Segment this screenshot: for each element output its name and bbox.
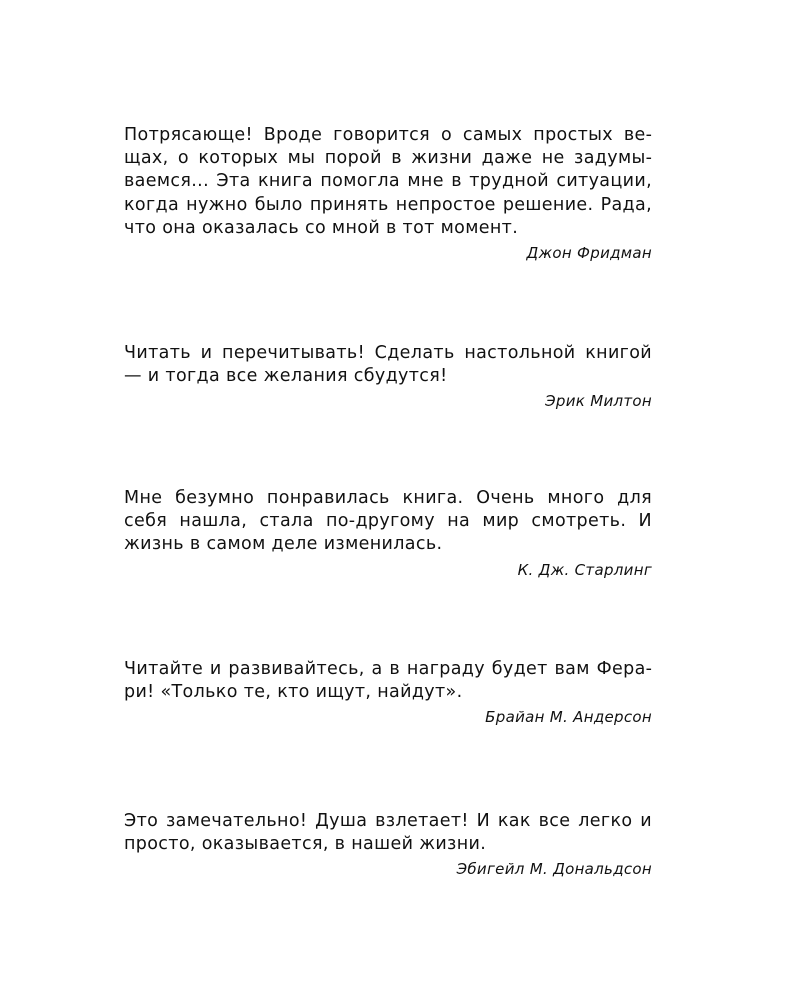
review-block	[124, 810, 652, 879]
review-block	[124, 658, 652, 727]
review-author: Брайан М. Андерсон	[485, 708, 652, 727]
review-author: Эбигейл М. Дональдсон	[456, 860, 652, 879]
review-author: Джон Фридман	[526, 244, 652, 263]
review-author: К. Дж. Старлинг	[517, 560, 652, 579]
review-text: Читать и перечитывать! Сделать настольной книгой — и тогда все желания сбудутся!	[124, 343, 652, 387]
review-block	[124, 342, 652, 411]
review-author: Эрик Милтон	[545, 392, 652, 411]
review-text: Потрясающе! Вроде говорится о самых простых вещах, о которых мы порой в жизни даже не задумываемся... Эта книга помогла мне в трудной ситуации, когда нужно было принять непростое решение. Рада, что она оказалась со мной в тот момент.	[124, 125, 652, 238]
review-block	[124, 124, 652, 263]
review-text: Читайте и развивайтесь, а в награду будет вам Ферари! «Только те, кто ищут, найдут».	[124, 659, 652, 703]
review-text: Это замечательно! Душа взлетает! И как все легко и просто, оказывается, в нашей жизни.	[124, 811, 652, 855]
review-text: Мне безумно понравилась книга. Очень много для себя нашла, стала по-другому на мир смотреть. И жизнь в самом деле изменилась.	[124, 488, 652, 555]
review-block	[124, 487, 652, 580]
